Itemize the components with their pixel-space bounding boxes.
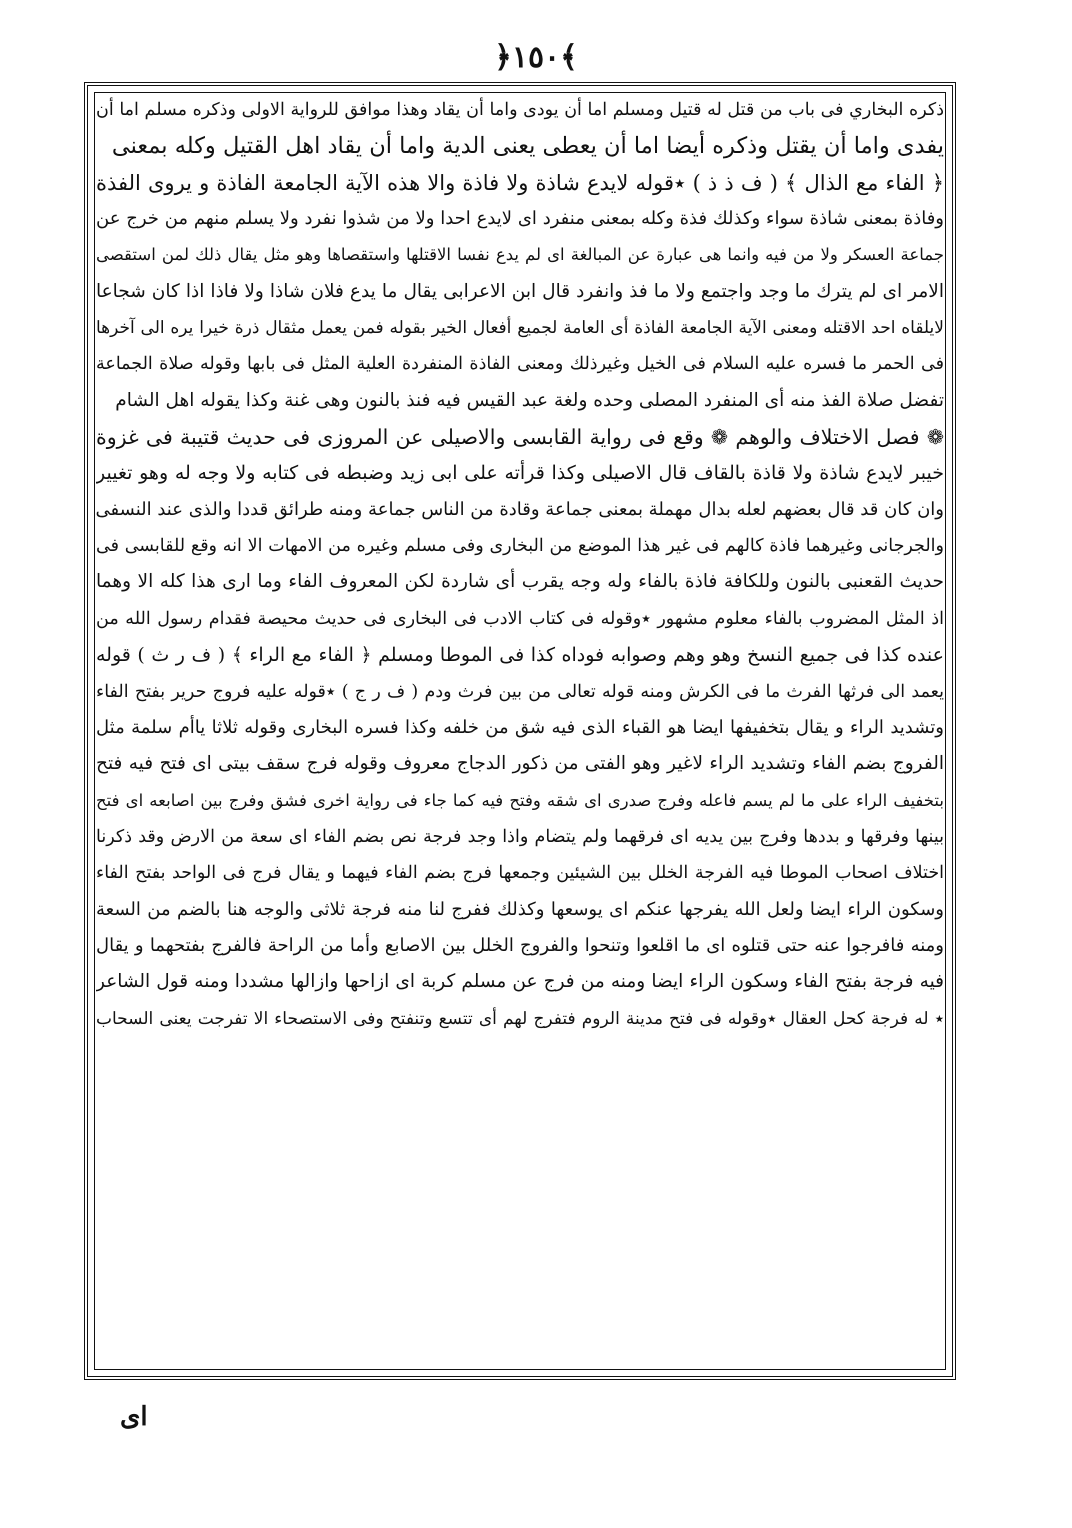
text-line: ﴿ الفاء مع الذال ﴾ ( ف ذ ذ ) ٭قوله لايدع شاذة ولا فاذة والا هذه الآية الجامعة الفاذة و يروى الفذة bbox=[96, 170, 944, 195]
text-line: ومنه فافرجوا عنه حتى قتلوه اى ما اقلعوا وتنحوا والفروج الخلل بين الاصابع وأما من الراحة فالفرج بفتحهما و يقال bbox=[96, 934, 944, 956]
text-line: وفاذة بمعنى شاذة سواء وكذلك فذة وكله بمعنى منفرد اى لايدع احدا ولا من شذوا نفرد ولا يسلم منهم من خرج عن bbox=[96, 208, 944, 230]
text-line: الامر اى لم يترك ما وجد واجتمع ولا ما فذ وانفرد قال ابن الاعرابى يقال ما يدع فلان شاذا ولا فاذا اذا كان شجاعا bbox=[96, 280, 944, 302]
text-line: الفروج بضم الفاء وتشديد الراء لاغير وهو الفتى من ذكور الدجاج معروف وقوله فرج سقف بيتى اى فتح فيه فتح bbox=[96, 753, 944, 775]
text-line: فيه فرجة بفتح الفاء وسكون الراء ايضا ومنه من فرج عن مسلم كربة اى ازاحها وازالها مشددا ومنه قول الشاعر bbox=[96, 971, 944, 993]
text-line: بينها وفرقها و بددها وفرج بين يديه اى فرقهما ولم يتضام واذا وجد فرجة نص بضم الفاء اى سعة من الارض وقد ذكرنا bbox=[96, 826, 944, 847]
text-line: خيبر لايدع شاذة ولا قاذة بالقاف قال الاصيلى وكذا قرأته على ابى زيد وضبطه فى كتابه ولا وجه له وهو تغيير bbox=[96, 462, 944, 485]
text-line: والجرجانى وغيرهما فاذة كالهم فى غير هذا الموضع من البخارى وفى مسلم وغيره من الامهات الا انه وقع للقابسى فى bbox=[96, 536, 944, 557]
text-line: وتشديد الراء و يقال بتخفيفها ايضا هو القباء الذى فيه شق من خلفه وكذا فسره البخارى وقوله ثلاثا ياأم سلمة مثل bbox=[96, 716, 944, 738]
text-line: اختلاف اصحاب الموطا فيه الفرجة الخلل بين الشيئين وجمعها فرج بضم الفاء فيهما و يقال فرج فى الواحد بفتح الفاء bbox=[96, 863, 944, 884]
text-line: عنده كذا فى جميع النسخ وهو وهم وصوابه فوداه كذا فى الموطا ومسلم ﴿ الفاء مع الراء ﴾ ( ف ر ث ) قوله bbox=[96, 644, 944, 667]
section-heading-line: ❁ فصل الاختلاف والوهم ❁ وقع فى رواية القابسى والاصيلى عن المروزى فى حديث قتيبة فى غزوة bbox=[96, 425, 944, 450]
text-line: لايلقاه احد الاقتله ومعنى الآية الجامعة الفاذة أى العامة لجميع أفعال الخير بقوله فمن يعمل مثقال ذرة خيرا يره الى آخرها bbox=[96, 318, 944, 339]
text-line: جماعة العسكر ولا من فيه وانما هى عبارة عن المبالغة اى لم يدع نفسا الاقتلها واستقصاها وهو مثل يقال ذلك لمن استقصى bbox=[96, 245, 944, 265]
text-line: وان كان قد قال بعضهم لعله بدال مهملة بمعنى جماعة وقادة من الناس جماعة ومنه طرائق قددا والذى عند النسفى bbox=[96, 498, 944, 520]
text-line: تفضل صلاة الفذ منه أى المنفرد المصلى وحده ولغة عبد القيس فيه فنذ بالنون وهى غنة وكذا يقوله اهل الشام bbox=[115, 389, 944, 411]
text-line: يفدى واما أن يقتل وذكره أيضا اما أن يعطى يعنى الدية واما أن يقاد اهل القتيل وكله بمعنى bbox=[111, 133, 944, 160]
text-line: حديث القعنبى بالنون وللكافة فاذة بالفاء وله وجه يقرب أى شاردة لكن المعروف الفاء وما ارى هذا كله الا وهما bbox=[96, 571, 944, 593]
text-line: ذكره البخاري فى باب من قتل له قتيل ومسلم اما أن يودى واما أن يقاد وهذا موافق للرواية الاولى وذكره مسلم اما أن bbox=[96, 100, 944, 120]
catchword: اى bbox=[120, 1402, 148, 1432]
text-line: فى الحمر ما فسره عليه السلام فى الخيل وغيرذلك ومعنى الفاذة المنفردة العلية المثل فى بابها وقوله صلاة الجماعة bbox=[96, 354, 944, 375]
text-line: ٭ له فرجة كحل العقال ٭وقوله فى فتح مدينة الروم فتفرج لهم أى تتسع وتنفتح وفى الاستصحاء الا تفرجت يعنى السحاب bbox=[96, 1008, 944, 1029]
page-number: ﴿١٥٠﴾ bbox=[494, 40, 578, 75]
text-line: يعمد الى فرثها الفرث ما فى الكرش ومنه قوله تعالى من بين فرث ودم ( ف ر ج ) ٭قوله عليه فروج حرير بفتح الفاء bbox=[96, 681, 944, 702]
text-line: بتخفيف الراء على ما لم يسم فاعله وفرج صدرى اى شقه وفتح فيه كما جاء فى رواية اخرى فشق وفرج بين اصابعه اى فتح bbox=[96, 790, 944, 810]
text-line: اذ المثل المضروب بالفاء معلوم مشهور ٭وقوله فى كتاب الادب فى البخارى فى حديث محيصة فقدام رسول الله من bbox=[96, 608, 944, 629]
text-body bbox=[96, 92, 944, 1370]
text-line: وسكون الراء ايضا ولعل الله يفرجها عنكم اى يوسعها وكذلك ففرج لنا منه فرجة ثلاثى والوجه هنا بالضم من السعة bbox=[96, 898, 944, 920]
